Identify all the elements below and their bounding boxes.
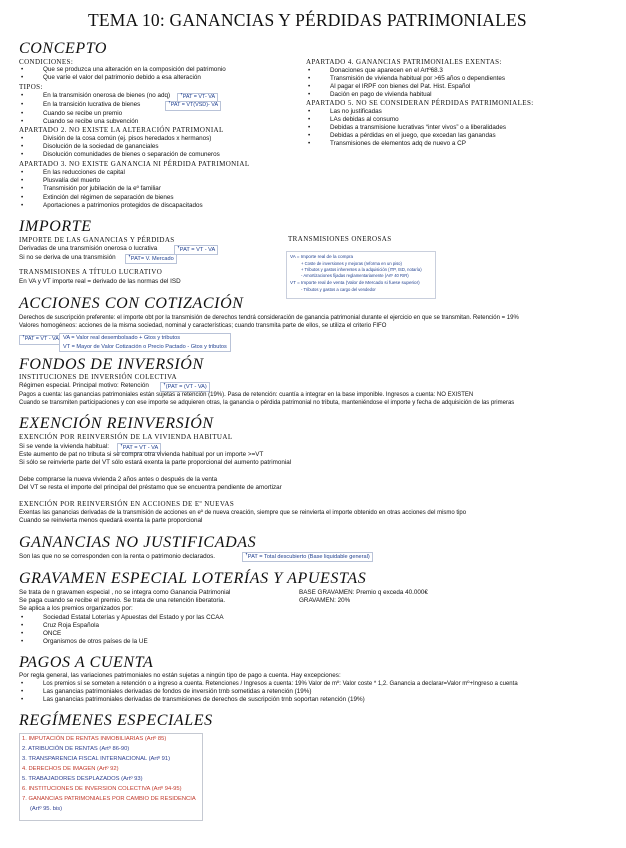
pagos-item: • Las ganancias patrimoniales derivadas de fondos de inversión trnb sometidas a retención (19%) — [43, 689, 311, 696]
fondos-heading: FONDOS DE INVERSIÓN — [19, 356, 204, 373]
regimen-item: 2. ATRIBUCIÓN DE RENTAS (Artº 86-90) — [22, 746, 130, 752]
onerosas-line: + Coste de inversiones y mejoras (reforma en un piso) — [301, 261, 402, 266]
onerosas-line: + Tributos y gastos inherentes a la adquisición (ITP, ISD, notaría) — [301, 267, 422, 272]
page-title: TEMA 10: GANANCIAS Y PÉRDIDAS PATRIMONIALES — [88, 10, 527, 30]
lucrativo-line: En VA y VT importe real = derivado de las normas del ISD — [19, 278, 181, 285]
apartado4-item: • Dación en pago de vivienda habitual — [330, 92, 432, 99]
onerosas-line: VA = Importe real de la compra — [290, 254, 354, 259]
exencion-line: Cuando se reinvierta menos quedará exenta la parte proporcional — [19, 517, 203, 524]
acciones-va-line: VA = Valor real desembolsado + Gtos y tributos — [63, 335, 181, 341]
apartado3-item: • Extinción del régimen de separación de bienes — [43, 195, 174, 202]
gravamen-item: • Sociedad Estatal Loterías y Apuestas del Estado y por las CCAA — [43, 615, 224, 622]
pagos-item: • Las ganancias patrimoniales derivadas de transmisiones de derechos de suscripción trnb soportan retención (19%) — [43, 697, 365, 704]
gravamen-line: Se paga cuando se recibe el premio. Se trata de una retención liberatoria. — [19, 597, 226, 604]
importe-line: Derivadas de una transmisión onerosa o lucrativa — [19, 245, 158, 252]
importe-subheading: IMPORTE DE LAS GANANCIAS Y PÉRDIDAS — [19, 236, 175, 244]
apartado5-item: • Debidas a pérdidas en el juego, que excedan las ganandas — [330, 133, 496, 140]
apartado2-heading: APARTADO 2. NO EXISTE LA ALTERACIÓN PATRIMONIAL — [19, 126, 224, 134]
apartado4-heading: APARTADO 4. GANANCIAS PATRIMONIALES EXENTAS: — [306, 58, 502, 66]
apartado2-item: • Disolución de la sociedad de gananciales — [43, 144, 159, 151]
apartado5-item: • Transmisiones de elementos adq de nuevo a CP — [330, 141, 466, 148]
pagos-item: • Los premios sí se someten a retención o a ingreso a cuenta. Retenciones / Ingresos a cuenta: 19% Valor de mº: Valor coste * 1,2. Ganancia a declarar=Valor mº+Ingreso a cuenta — [43, 681, 518, 687]
exencion-heading: EXENCIÓN REINVERSIÓN — [19, 415, 214, 432]
apartado2-item: • Disolución comunidades de bienes o separación de comuneros — [43, 152, 220, 159]
apartado3-item: • Aportaciones a patrimonios protegidos de discapacitados — [43, 203, 203, 210]
gravamen-rate: GRAVAMEN: 20% — [299, 597, 351, 604]
apartado2-item: • División de la cosa común (ej. pisos heredados x hermanos) — [43, 136, 211, 143]
onerosas-title: TRANSMISIONES ONEROSAS — [288, 235, 392, 243]
apartado5-item: • Debidas a transmisione lucrativas “inter vivos” o a liberalidades — [330, 125, 506, 132]
apartado3-item: • En las reducciones de capital — [43, 170, 125, 177]
lucrativo-subheading: TRANSMISIONES A TÍTULO LUCRATIVO — [19, 268, 163, 276]
acciones-va-vt-box — [59, 333, 231, 352]
apartado5-heading: APARTADO 5. NO SE CONSIDERAN PÉRDIDAS PATRIMONIALES: — [306, 99, 534, 107]
fondos-line: Cuando se transmiten participaciones y con ese importe se adquieren otras, la ganancia o pérdida patrimonial no tributa, manteniéndose el importe y fecha de adquisición de las primeras — [19, 400, 515, 406]
formula-box: ꜛPAT = VT(VSD)- VA — [165, 101, 221, 111]
apartado4-item: • Transmisión de vivienda habitual por >65 años o dependientes — [330, 76, 505, 83]
gravamen-heading: GRAVAMEN ESPECIAL LOTERÍAS Y APUESTAS — [19, 570, 367, 587]
apartado3-item: • Plusvalía del muerto — [43, 178, 100, 185]
exencion-line: Debe comprarse la nueva vivienda 2 años antes o después de la venta — [19, 476, 218, 483]
formula-box: ꜛPAT = Total descubierto (Base liquidable general) — [242, 552, 373, 562]
formula-box: ꜛPAT = VT - VA — [117, 443, 161, 453]
onerosas-formula-panel — [286, 251, 436, 299]
regimen-item: 1. IMPUTACIÓN DE RENTAS INMOBILIARIAS (Artº 85) — [22, 736, 167, 742]
formula-box: ꜛPAT = VT- VA — [177, 93, 218, 103]
exencion-line: Del VT se resta el importe del principal del préstamo que se encuentra pendiente de amortizar — [19, 484, 282, 491]
apartado3-heading: APARTADO 3. NO EXISTE GANANCIA NI PÉRDIDA PATRIMONIAL — [19, 160, 250, 168]
acciones-nuevas-subheading: EXENCIÓN POR REINVERSIÓN EN ACCIONES DE Eº NUEVAS — [19, 500, 235, 508]
tipo-item: • Cuando se recibe una subvención — [43, 119, 138, 126]
ganancias-heading: GANANCIAS NO JUSTIFICADAS — [19, 534, 257, 551]
vivienda-subheading: EXENCIÓN POR REINVERSIÓN DE LA VIVIENDA HABITUAL — [19, 433, 233, 441]
ganancias-line: Son las que no se corresponden con la renta o patrimonio declarados. — [19, 553, 216, 560]
gravamen-item: • Organismos de otros países de la UE — [43, 639, 148, 646]
acciones-vt-line: VT = Mayor de Valor Cotización o Precio Pactado - Gtos y tributos — [63, 344, 227, 351]
tipo-item: • En la transición lucrativa de bienes — [43, 102, 140, 109]
regimenes-list — [19, 733, 203, 821]
apartado5-item: • Las no justificadas — [330, 109, 382, 116]
condicion-item: • Que varíe el valor del patrimonio debido a esa alteración — [43, 75, 201, 82]
formula-box: ꜛPAT= V. Mercado — [125, 254, 177, 264]
formula-box: ꜛPAT = VT - VA — [19, 335, 62, 345]
condicion-item: • Que se produzca una alteración en la composición del patrimonio — [43, 67, 226, 74]
tipos-label: TIPOS: — [19, 83, 43, 91]
fondos-line: Pagos a cuenta: las ganancias patrimoniales están sujetas a retención (19%). Pasa de retención: cuantía a integrar en la base imponible. Ingresos a cuenta: NO EXISTEN — [19, 392, 474, 398]
exencion-line: Si se vende la vivienda habitual: — [19, 443, 109, 450]
formula-box: ꜛPAT = VT - VA — [174, 245, 218, 255]
exencion-line: Exentas las ganancias derivadas de la transmisión de acciones en eº de nueva creación, siempre que se reinvierta el importe obtenido en otras acciones del mismo tipo — [19, 510, 467, 516]
acciones-heading: ACCIONES CON COTIZACIÓN — [19, 295, 244, 312]
fondos-subheading: INSTITUCIONES DE INVERSIÓN COLECTIVA — [19, 373, 177, 381]
acciones-line: Valores homogéneos: acciones de la misma sociedad, nominal y características; cuando transmita parte de ellos, se utiliza el criterio FIFO — [19, 323, 387, 329]
condiciones-label: CONDICIONES: — [19, 58, 74, 66]
formula-box: ꜛ(PAT = (VT - VA) — [160, 382, 210, 392]
tipo-item: • En la transmisión onerosa de bienes (no adq) — [43, 93, 170, 100]
concepto-heading: CONCEPTO — [19, 40, 108, 57]
importe-line: Si no se deriva de una transmisión — [19, 254, 116, 261]
pagos-line: Por regla general, las variaciones patrimoniales no están sujetas a ningún tipo de pago a cuenta. Hay excepciones: — [19, 672, 341, 679]
onerosas-line: - Tributos y gastos a cargo del vendedor — [301, 287, 376, 292]
onerosas-line: VT = Importe real de venta (Valor de Mercado si fuese superior) — [290, 280, 420, 285]
onerosas-line: - Amortizaciones fijadas reglamentariamente (Artº 40 RIR) — [301, 273, 409, 278]
gravamen-item: • Cruz Roja Española — [43, 623, 99, 630]
gravamen-line: Se trata de n gravamen especial , no se integra como Ganancia Patrimonial — [19, 589, 231, 596]
apartado5-item: • LAs debidas al consumo — [330, 117, 399, 124]
regimen-item: 6. INSTITUCIONES DE INVERSION COLECTIVA (Artº 94-95) — [22, 786, 182, 792]
apartado4-item: • Donaciones que aparecen en el Artº68.3 — [330, 68, 443, 75]
regimenes-heading: REGÍMENES ESPECIALES — [19, 712, 213, 729]
regimen-item: 7. GANANCIAS PATRIMONIALES POR CAMBIO DE RESIDENCIA — [22, 796, 196, 802]
fondos-line: Régimen especial. Principal motivo: Retención — [19, 382, 149, 389]
gravamen-base: BASE GRAVAMEN: Premio q exceda 40.000€ — [299, 589, 428, 596]
tipo-item: • Cuando se recibe un premio — [43, 111, 122, 118]
regimen-item: (Artº 95. bis) — [30, 806, 63, 812]
regimen-item: 5. TRABAJADORES DESPLAZADOS (Artº 93) — [22, 776, 143, 782]
regimen-item: 3. TRANSPARENCIA FISCAL INTERNACIONAL (Artº 91) — [22, 756, 171, 762]
importe-heading: IMPORTE — [19, 218, 92, 235]
acciones-line: Derechos de suscripción preferente: el importe obt por la transmisión de derechos tendrá consideración de ganancia patrimonial durante el ejercicio en que se transmitan. Retención = 19% — [19, 315, 519, 321]
gravamen-item: • ONCE — [43, 631, 61, 638]
exencion-line: Si sólo se reinvierte parte del VT sólo estará exenta la parte proporcional del aumento patrimonial — [19, 459, 292, 466]
regimen-item: 4. DERECHOS DE IMAGEN (Artº 92) — [22, 766, 119, 772]
apartado4-item: • Al pagar el IRPF con bienes del Pat. Hist. Español — [330, 84, 470, 91]
gravamen-line: Se aplica a los premios organizados por: — [19, 605, 133, 612]
exencion-line: Este aumento de pat no tributa si se compra otra vivienda habitual por un importe >=VT — [19, 451, 264, 458]
pagos-heading: PAGOS A CUENTA — [19, 654, 154, 671]
apartado3-item: • Transmisión por jubilación de la eº familiar — [43, 186, 161, 193]
